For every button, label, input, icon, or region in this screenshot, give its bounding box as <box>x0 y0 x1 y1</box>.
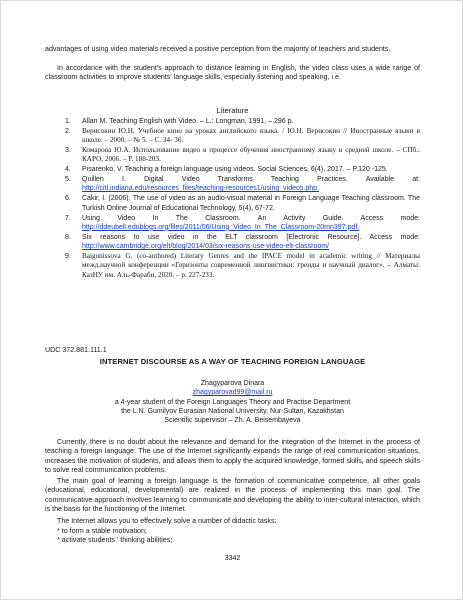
reference-link[interactable]: http://citl.indiana.edu/resources_files/teaching-resources1/using_videos.php. <box>82 185 319 193</box>
reference-item: 1. Allan M. Teaching English with Video. – L.: Longman, 1991. – 296 p. <box>65 118 294 125</box>
body-paragraph-3: The Internet allows you to effectively solve a number of didactic tasks: <box>57 517 277 525</box>
author-email <box>1 388 463 397</box>
author-name: Zhagyparova Dinara <box>200 380 265 387</box>
reference-item: 9. Baigunissova G. (co-authored) Literary Genres and the IPACE model in academic writing // Материалы межд.научной конференции «Горизонты современной лингвистики: тренды и научный диалог». – Алматы: КазНУ им. Аль-Фараби, 2020. – р. 227-233. <box>65 251 420 279</box>
reference-item: 7. Using Video In The Classroom. An Activity Guide. Access mode: http://ddeubell.edublogs.org/files/2011/06/Using_Video_In_The_Classroom-20mn397.pdf. <box>65 214 420 231</box>
affiliation-line-2: the L.N. Gumilyov Eurasian National University, Nur-Sultan, Kazakhstan <box>121 408 344 415</box>
supervisor-line: Scientific supervisor – Zh. A. Beisembayeva <box>164 417 301 424</box>
reference-link[interactable]: http://ddeubell.edublogs.org/files/2011/06/Using_Video_In_The_Classroom-20mn397.pdf. <box>82 223 360 231</box>
bullet-item: * to form a stable motivation; <box>57 527 147 535</box>
reference-list <box>65 117 420 280</box>
reference-item: 4. Pisarenko, V. Teaching a foreign language using videos. Social Sciences, 6(4), 2017. – P.120 -125. <box>65 166 388 174</box>
article-title: INTERNET DISCOURSE AS A WAY OF TEACHING FOREIGN LANGUAGE <box>99 357 366 366</box>
reference-item: 6. Cakir, I. (2006). The use of video as an audio-visual material in Foreign Language Teaching classroom. The Turkish Online Journal of Educational Technology, 5(4), 67-72. <box>65 195 420 212</box>
udc-code: UDC 372.881.111.1 <box>45 346 107 354</box>
reference-link[interactable]: http://www.cambridge.org/elt/blog/2014/03/six-reasons-use-video-elt-classroom/ <box>82 243 330 251</box>
bullet-item: * activate students ' thinking abilities; <box>57 536 173 544</box>
reference-item: 8. Six reasons to use video in the ELT classroom [Electronic Resource]. Access mode: http://www.cambridge.org/elt/blog/2014/03/six-reasons-use-video-elt-classroom/ <box>65 233 420 251</box>
literature-heading: Literature <box>216 106 249 115</box>
intro-paragraph-1: advantages of using video materials received a positive perception from the majority of teachers and students. <box>45 45 391 53</box>
intro-paragraph-2: In accordance with the student's approach to distance learning in English, the video class uses a wide range of classroom activities to improve students' language skills, especially listening and speaking, i.e. <box>45 64 420 82</box>
body-paragraph-1: Currently, there is no doubt about the relevance and demand for the integration of the Internet in the process of teaching a foreign language. The use of the Internet significantly expands the range of real communication situations, increases the motivation of students, and allows them to apply the acquired knowledge, formed skills, and speech skills to solve real communication problems. <box>45 438 420 474</box>
page-number: 3342 <box>224 555 241 562</box>
reference-item: 5. Quillen I. Digital Video Transforms Teaching Practices. Available at: http://citl.indiana.edu/resources_files/teaching-resources1/using_videos.php. <box>65 176 420 193</box>
reference-item: 2. Верисокин Ю.Н. Учебное кино на уроках английского языка. / Ю.Н. Верисокин // Иностранные языки в школе. – 2000. – № 5. – С. 34- 36. <box>65 126 420 145</box>
email-link[interactable]: zhagyparovad99@mail.ru <box>192 389 273 396</box>
reference-item: 3. Комарова Ю.А. Использование видео в процессе обучения иностранному языку в средней школе. – СПб.: КАРО, 2006. – P. 188-203. <box>65 146 420 164</box>
affiliation-line-1: a 4-year student of the Foreign Languages Theory and Practise Department <box>114 399 351 406</box>
body-paragraph-2: The main goal of learning a foreign language is the formation of communicative competence, all other goals (educational, educational, developmental) are realized in the process of implementing this main goal. The communicative approach involves learning to communicate and developing the ability to inter-cultural interaction, which is the basis for the functioning of the Internet. <box>45 477 420 513</box>
